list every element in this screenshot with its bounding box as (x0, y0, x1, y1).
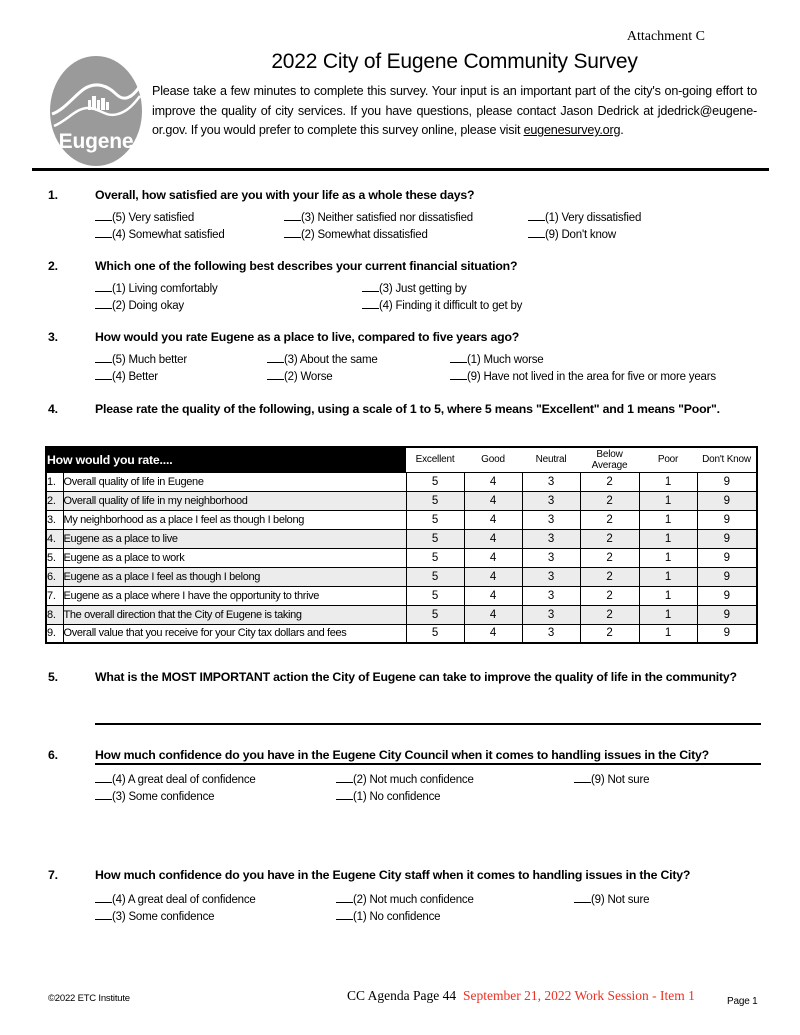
rating-value[interactable]: 2 (580, 529, 639, 548)
option (95, 369, 267, 386)
rating-value[interactable]: 9 (697, 624, 757, 643)
table-row (46, 548, 757, 567)
rating-value[interactable]: 2 (580, 624, 639, 643)
rating-table (45, 446, 758, 644)
rating-value[interactable]: 2 (580, 472, 639, 491)
question-1-options (95, 210, 760, 244)
option (336, 892, 574, 909)
row-number: 1. (46, 472, 63, 491)
rating-value[interactable]: 1 (639, 624, 697, 643)
rating-value[interactable]: 9 (697, 491, 757, 510)
option (95, 281, 362, 298)
row-number: 6. (46, 567, 63, 586)
option (336, 789, 574, 806)
option-label: (1) Living comfortably (112, 282, 218, 295)
table-row (46, 491, 757, 510)
option (574, 892, 760, 909)
question-2-options (95, 281, 760, 315)
option (95, 210, 284, 227)
rating-value[interactable]: 9 (697, 472, 757, 491)
rating-value[interactable]: 1 (639, 586, 697, 605)
question-number: 1. (48, 188, 58, 202)
attachment-label: Attachment C (626, 29, 705, 44)
question-1 (48, 187, 760, 244)
answer-blank[interactable] (528, 228, 545, 238)
option-label: (5) Much better (112, 353, 187, 366)
answer-blank[interactable] (336, 790, 353, 800)
option-label: (1) Much worse (467, 353, 544, 366)
question-text: How much confidence do you have in the Eugene City staff when it comes to handling issues in the City? (95, 868, 691, 882)
rating-value[interactable]: 5 (406, 624, 464, 643)
row-label: My neighborhood as a place I feel as though I belong (63, 510, 406, 529)
rating-value[interactable]: 3 (522, 586, 580, 605)
answer-blank[interactable] (574, 893, 591, 903)
answer-blank[interactable] (450, 353, 467, 363)
answer-blank[interactable] (284, 228, 301, 238)
option-label: (5) Very satisfied (112, 211, 195, 224)
option (574, 789, 760, 806)
option (284, 210, 528, 227)
rating-value[interactable]: 3 (522, 605, 580, 624)
question-2 (48, 258, 760, 315)
table-row (46, 586, 757, 605)
intro-text-end: . (620, 123, 624, 137)
option-label: (1) Very dissatisfied (545, 211, 642, 224)
option-label: (4) Better (112, 370, 158, 383)
option (95, 227, 284, 244)
answer-blank[interactable] (450, 370, 467, 380)
rating-value[interactable]: 4 (464, 510, 522, 529)
intro-paragraph (152, 82, 757, 141)
answer-blank[interactable] (362, 299, 379, 309)
rating-value[interactable]: 4 (464, 548, 522, 567)
option-label: (2) Not much confidence (353, 893, 474, 906)
rating-value[interactable]: 2 (580, 548, 639, 567)
footer-page-number: Page 1 (727, 996, 758, 1007)
rating-value[interactable]: 1 (639, 491, 697, 510)
option-label: (2) Doing okay (112, 299, 184, 312)
column-header: Excellent (406, 447, 464, 472)
table-row (46, 510, 757, 529)
row-number: 5. (46, 548, 63, 567)
rating-value[interactable]: 2 (580, 491, 639, 510)
rating-value[interactable]: 5 (406, 605, 464, 624)
column-header: Neutral (522, 447, 580, 472)
survey-url-link[interactable]: eugenesurvey.org (523, 123, 621, 137)
question-number: 2. (48, 259, 58, 273)
row-label: Eugene as a place I feel as though I belong (63, 567, 406, 586)
rating-value[interactable]: 3 (522, 548, 580, 567)
option (336, 909, 574, 926)
row-label: Overall value that you receive for your City tax dollars and fees (63, 624, 406, 643)
option-label: (3) Just getting by (379, 282, 467, 295)
option (267, 369, 450, 386)
row-label: Eugene as a place to work (63, 548, 406, 567)
question-text: What is the MOST IMPORTANT action the City of Eugene can take to improve the quality of life in the community? (95, 670, 737, 684)
footer-session: September 21, 2022 Work Session - Item 1 (463, 988, 695, 1003)
question-number: 3. (48, 330, 58, 344)
rating-value[interactable]: 5 (406, 567, 464, 586)
rating-value[interactable]: 4 (464, 529, 522, 548)
option (528, 227, 760, 244)
answer-blank[interactable] (95, 228, 112, 238)
option-label: (1) No confidence (353, 790, 441, 803)
footer-agenda-page: CC Agenda Page 44 (347, 988, 457, 1003)
rating-value[interactable]: 3 (522, 491, 580, 510)
question-number: 6. (48, 748, 58, 762)
rating-value[interactable]: 4 (464, 624, 522, 643)
answer-blank[interactable] (95, 353, 112, 363)
row-number: 4. (46, 529, 63, 548)
option (284, 227, 528, 244)
rating-value[interactable]: 3 (522, 472, 580, 491)
rating-value[interactable]: 3 (522, 510, 580, 529)
option (95, 772, 336, 789)
answer-blank[interactable] (95, 790, 112, 800)
row-label: Overall quality of life in my neighborhood (63, 491, 406, 510)
option-label: (9) Not sure (591, 893, 650, 906)
option (267, 352, 450, 369)
option (95, 298, 362, 315)
answer-blank[interactable] (574, 773, 591, 783)
rating-value[interactable]: 4 (464, 472, 522, 491)
rating-value[interactable]: 3 (522, 529, 580, 548)
option-label: (2) Not much confidence (353, 773, 474, 786)
question-text: Which one of the following best describes your current financial situation? (95, 259, 518, 273)
answer-blank[interactable] (336, 910, 353, 920)
answer-blank[interactable] (95, 773, 112, 783)
eugene-logo-graphic (50, 56, 142, 166)
option-label: (3) About the same (284, 353, 378, 366)
logo-text: Eugene (58, 130, 134, 153)
rating-value[interactable]: 2 (580, 510, 639, 529)
column-header: Good (464, 447, 522, 472)
option-label: (2) Worse (284, 370, 333, 383)
rating-value[interactable]: 5 (406, 491, 464, 510)
row-number: 7. (46, 586, 63, 605)
question-6 (48, 747, 760, 806)
rating-value[interactable]: 9 (697, 510, 757, 529)
rating-value[interactable]: 2 (580, 586, 639, 605)
option (574, 772, 760, 789)
rating-value[interactable]: 5 (406, 472, 464, 491)
option-label: (4) Somewhat satisfied (112, 228, 225, 241)
header-divider (32, 168, 769, 171)
question-text: Please rate the quality of the following, using a scale of 1 to 5, where 5 means "Excellent" and 1 means "Poor". (95, 402, 720, 416)
row-number: 2. (46, 491, 63, 510)
rating-value[interactable]: 4 (464, 491, 522, 510)
option-label: (9) Have not lived in the area for five or more years (467, 370, 716, 383)
question-7 (48, 867, 760, 926)
option-label: (1) No confidence (353, 910, 441, 923)
column-header: Below Average (580, 447, 639, 472)
answer-blank[interactable] (336, 773, 353, 783)
row-number: 8. (46, 605, 63, 624)
rating-value[interactable]: 2 (580, 567, 639, 586)
question-6-options (95, 772, 760, 806)
option (95, 909, 336, 926)
table-row (46, 624, 757, 643)
question-3 (48, 329, 760, 386)
rating-value[interactable]: 9 (697, 529, 757, 548)
eugene-logo (50, 56, 142, 166)
question-7-options (95, 892, 760, 926)
answer-blank[interactable] (284, 211, 301, 221)
rating-value[interactable]: 1 (639, 472, 697, 491)
rating-value[interactable]: 9 (697, 548, 757, 567)
question-number: 7. (48, 868, 58, 882)
answer-blank[interactable] (95, 299, 112, 309)
rating-value[interactable]: 4 (464, 605, 522, 624)
option (528, 210, 760, 227)
write-in-line[interactable] (95, 723, 761, 725)
rating-value[interactable]: 1 (639, 605, 697, 624)
option (450, 352, 760, 369)
option (362, 298, 760, 315)
rating-value[interactable]: 3 (522, 624, 580, 643)
option-label: (4) A great deal of confidence (112, 893, 256, 906)
table-row (46, 605, 757, 624)
page-title: 2022 City of Eugene Community Survey (271, 50, 638, 73)
rating-value[interactable]: 1 (639, 567, 697, 586)
rating-value[interactable]: 5 (406, 548, 464, 567)
rating-value[interactable]: 1 (639, 529, 697, 548)
rating-value[interactable]: 3 (522, 567, 580, 586)
intro-text: Please take a few minutes to complete this survey. Your input is an important part of the city's on-going effort to improve the quality of city services. If you have questions, please contact Jason Dedrick at jdedrick@eugene-or.gov. If you would prefer to complete this survey online, please visit (152, 84, 757, 137)
answer-blank[interactable] (267, 370, 284, 380)
option-label: (9) Not sure (591, 773, 650, 786)
rating-value[interactable]: 5 (406, 586, 464, 605)
option (574, 909, 760, 926)
option (95, 789, 336, 806)
answer-blank[interactable] (95, 910, 112, 920)
rating-value[interactable]: 9 (697, 586, 757, 605)
row-number: 3. (46, 510, 63, 529)
answer-blank[interactable] (95, 211, 112, 221)
option-label: (2) Somewhat dissatisfied (301, 228, 428, 241)
table-row (46, 529, 757, 548)
answer-blank[interactable] (95, 282, 112, 292)
option-label: (3) Neither satisfied nor dissatisfied (301, 211, 474, 224)
answer-blank[interactable] (95, 893, 112, 903)
question-number: 5. (48, 670, 58, 684)
rating-value[interactable]: 4 (464, 567, 522, 586)
question-number: 4. (48, 402, 58, 416)
rating-value[interactable]: 5 (406, 529, 464, 548)
row-label: Overall quality of life in Eugene (63, 472, 406, 491)
option (362, 281, 760, 298)
rating-value[interactable]: 2 (580, 605, 639, 624)
rating-value[interactable]: 9 (697, 567, 757, 586)
answer-blank[interactable] (95, 370, 112, 380)
row-label: Eugene as a place where I have the opportunity to thrive (63, 586, 406, 605)
question-text: Overall, how satisfied are you with your life as a whole these days? (95, 188, 475, 202)
rating-value[interactable]: 1 (639, 510, 697, 529)
question-3-options (95, 352, 760, 386)
row-number: 9. (46, 624, 63, 643)
question-5 (48, 669, 760, 686)
option-label: (3) Some confidence (112, 910, 215, 923)
option (95, 892, 336, 909)
footer-copyright: ©2022 ETC Institute (48, 993, 130, 1004)
option (450, 369, 760, 386)
option-label: (9) Don't know (545, 228, 616, 241)
column-header: Don't Know (697, 447, 757, 472)
question-text: How much confidence do you have in the Eugene City Council when it comes to handling issues in the City? (95, 748, 709, 762)
rating-value[interactable]: 1 (639, 548, 697, 567)
option-label: (3) Some confidence (112, 790, 215, 803)
row-label: The overall direction that the City of Eugene is taking (63, 605, 406, 624)
rating-value[interactable]: 4 (464, 586, 522, 605)
table-header-row (46, 447, 757, 472)
table-row (46, 472, 757, 491)
row-label: Eugene as a place to live (63, 529, 406, 548)
answer-blank[interactable] (336, 893, 353, 903)
answer-blank[interactable] (267, 353, 284, 363)
option-label: (4) A great deal of confidence (112, 773, 256, 786)
answer-blank[interactable] (528, 211, 545, 221)
column-header: Poor (639, 447, 697, 472)
answer-blank[interactable] (362, 282, 379, 292)
table-row (46, 567, 757, 586)
rating-value[interactable]: 5 (406, 510, 464, 529)
option (95, 352, 267, 369)
option (336, 772, 574, 789)
option-label: (4) Finding it difficult to get by (379, 299, 523, 312)
question-4 (48, 401, 760, 418)
rating-value[interactable]: 9 (697, 605, 757, 624)
table-header-left: How would you rate.... (46, 447, 406, 472)
question-text: How would you rate Eugene as a place to live, compared to five years ago? (95, 330, 520, 344)
